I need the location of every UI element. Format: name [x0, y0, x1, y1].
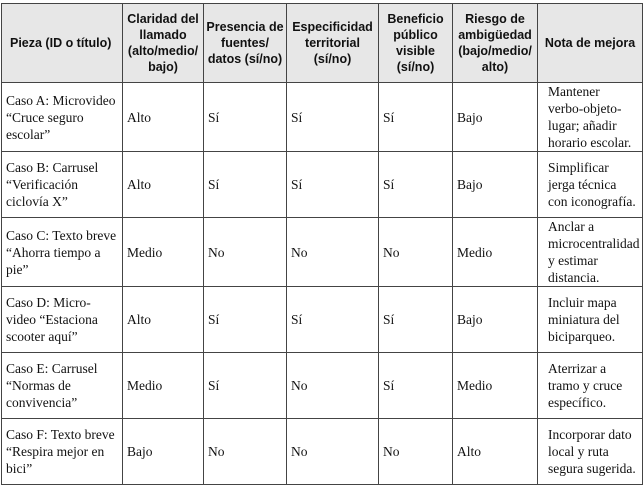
cell-nota: Simplificar jerga técnica con iconografía.: [538, 152, 643, 218]
cell-fuentes: Sí: [204, 287, 287, 353]
table-row: [2, 152, 643, 218]
table-row: [2, 83, 643, 152]
header-fuentes: Presencia de fuentes/ datos (sí/no): [204, 4, 287, 83]
cell-nota: Anclar a microcentralidad y estimar distancia.: [538, 218, 643, 287]
cell-claridad: Medio: [123, 353, 204, 419]
cell-nota: Mantener verbo-objeto-lugar; añadir horario escolar.: [538, 83, 643, 152]
cell-especificidad: No: [287, 353, 379, 419]
cell-beneficio: Sí: [379, 353, 453, 419]
header-claridad: Claridad del llamado (alto/medio/ bajo): [123, 4, 204, 83]
cell-nota: Incorporar dato local y ruta segura sugerida.: [538, 419, 643, 485]
cell-claridad: Alto: [123, 152, 204, 218]
cell-beneficio: Sí: [379, 83, 453, 152]
cell-especificidad: Sí: [287, 152, 379, 218]
header-beneficio: Beneficio público visible (sí/no): [379, 4, 453, 83]
cell-riesgo: Bajo: [453, 152, 538, 218]
header-row: [2, 4, 643, 83]
cell-pieza: Caso F: Texto breve “Respira mejor en bici”: [2, 419, 123, 485]
cell-claridad: Alto: [123, 287, 204, 353]
cell-beneficio: Sí: [379, 287, 453, 353]
cell-pieza: Caso E: Carrusel “Normas de convivencia”: [2, 353, 123, 419]
cell-fuentes: Sí: [204, 83, 287, 152]
cell-especificidad: Sí: [287, 287, 379, 353]
cell-pieza: Caso B: Carrusel “Verificación ciclovía X”: [2, 152, 123, 218]
evaluation-table-container: [1, 3, 642, 485]
cell-beneficio: Sí: [379, 152, 453, 218]
table-row: [2, 218, 643, 287]
cell-nota: Aterrizar a tramo y cruce específico.: [538, 353, 643, 419]
header-nota: Nota de mejora: [538, 4, 643, 83]
table-row: [2, 353, 643, 419]
cell-fuentes: Sí: [204, 152, 287, 218]
cell-pieza: Caso A: Microvideo “Cruce seguro escolar”: [2, 83, 123, 152]
header-especificidad: Especificidad territorial (sí/no): [287, 4, 379, 83]
cell-riesgo: Medio: [453, 353, 538, 419]
cell-fuentes: Sí: [204, 353, 287, 419]
table-row: [2, 419, 643, 485]
cell-fuentes: No: [204, 419, 287, 485]
evaluation-table: [1, 3, 643, 485]
table-header: [2, 4, 643, 83]
cell-beneficio: No: [379, 419, 453, 485]
cell-fuentes: No: [204, 218, 287, 287]
cell-claridad: Alto: [123, 83, 204, 152]
cell-riesgo: Bajo: [453, 287, 538, 353]
cell-especificidad: Sí: [287, 83, 379, 152]
cell-claridad: Bajo: [123, 419, 204, 485]
cell-nota: Incluir mapa miniatura del biciparqueo.: [538, 287, 643, 353]
cell-riesgo: Bajo: [453, 83, 538, 152]
cell-riesgo: Alto: [453, 419, 538, 485]
header-pieza: Pieza (ID o título): [2, 4, 123, 83]
cell-riesgo: Medio: [453, 218, 538, 287]
cell-beneficio: No: [379, 218, 453, 287]
header-riesgo: Riesgo de ambigüedad (bajo/medio/ alto): [453, 4, 538, 83]
cell-pieza: Caso D: Micro-video “Estaciona scooter aquí”: [2, 287, 123, 353]
cell-especificidad: No: [287, 419, 379, 485]
cell-especificidad: No: [287, 218, 379, 287]
table-row: [2, 287, 643, 353]
cell-pieza: Caso C: Texto breve “Ahorra tiempo a pie”: [2, 218, 123, 287]
table-body: [2, 83, 643, 485]
cell-claridad: Medio: [123, 218, 204, 287]
